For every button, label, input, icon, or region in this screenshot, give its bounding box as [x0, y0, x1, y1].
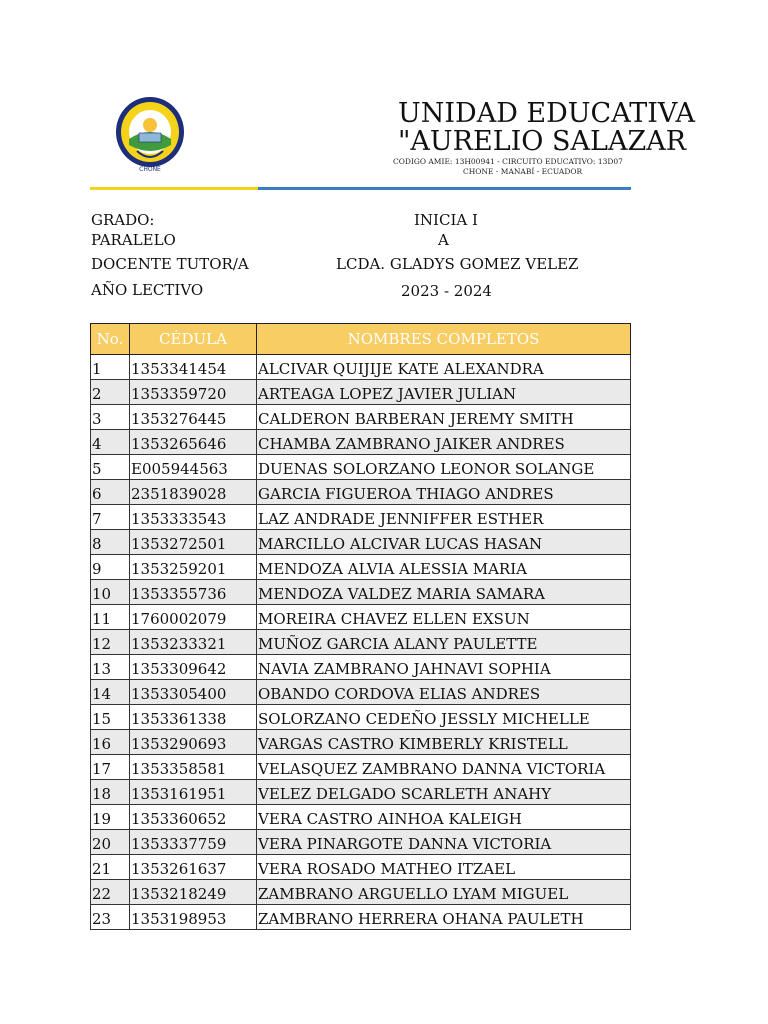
cell-no: 10 [91, 580, 130, 605]
cell-cedula: 1353355736 [130, 580, 257, 605]
cell-no: 5 [91, 455, 130, 480]
school-title-line2: "AURELIO SALAZAR [398, 126, 687, 157]
cell-nombre: ZAMBRANO ARGUELLO LYAM MIGUEL [257, 880, 631, 905]
table-row [91, 530, 631, 555]
table-row [91, 480, 631, 505]
cell-cedula: 1353358581 [130, 755, 257, 780]
cell-nombre: ALCIVAR QUIJIJE KATE ALEXANDRA [257, 355, 631, 380]
cell-cedula: E005944563 [130, 455, 257, 480]
cell-no: 2 [91, 380, 130, 405]
table-row [91, 780, 631, 805]
cell-nombre: CALDERON BARBERAN JEREMY SMITH [257, 405, 631, 430]
cell-cedula: 1353261637 [130, 855, 257, 880]
table-row [91, 705, 631, 730]
cell-nombre: SOLORZANO CEDEÑO JESSLY MICHELLE [257, 705, 631, 730]
cell-cedula: 2351839028 [130, 480, 257, 505]
cell-cedula: 1353233321 [130, 630, 257, 655]
cell-nombre: MARCILLO ALCIVAR LUCAS HASAN [257, 530, 631, 555]
table-row [91, 680, 631, 705]
table-body [91, 355, 631, 930]
cell-no: 19 [91, 805, 130, 830]
cell-cedula: 1353337759 [130, 830, 257, 855]
table-row [91, 730, 631, 755]
cell-cedula: 1353218249 [130, 880, 257, 905]
table-row [91, 430, 631, 455]
table-row [91, 880, 631, 905]
cell-cedula: 1353290693 [130, 730, 257, 755]
school-codes: CODIGO AMIE: 13H00941 - CIRCUITO EDUCATIVO: 13D07 [393, 157, 623, 166]
table-row [91, 505, 631, 530]
cell-no: 22 [91, 880, 130, 905]
cell-no: 20 [91, 830, 130, 855]
paralelo-value: A [438, 231, 449, 249]
cell-nombre: MOREIRA CHAVEZ ELLEN EXSUN [257, 605, 631, 630]
cell-cedula: 1760002079 [130, 605, 257, 630]
cell-cedula: 1353361338 [130, 705, 257, 730]
cell-cedula: 1353359720 [130, 380, 257, 405]
cell-no: 17 [91, 755, 130, 780]
table-row [91, 380, 631, 405]
header-cedula: CÉDULA [130, 324, 257, 355]
table-row [91, 455, 631, 480]
school-title-line1: UNIDAD EDUCATIVA [398, 98, 696, 129]
anio-value: 2023 - 2024 [401, 282, 492, 300]
cell-cedula: 1353161951 [130, 780, 257, 805]
cell-nombre: MENDOZA ALVIA ALESSIA MARIA [257, 555, 631, 580]
cell-cedula: 1353276445 [130, 405, 257, 430]
docente-value: LCDA. GLADYS GOMEZ VELEZ [336, 255, 579, 273]
cell-nombre: VELEZ DELGADO SCARLETH ANAHY [257, 780, 631, 805]
cell-cedula: 1353333543 [130, 505, 257, 530]
table-row [91, 555, 631, 580]
logo-bottom-text: CHONE [139, 166, 161, 173]
cell-cedula: 1353360652 [130, 805, 257, 830]
header-no: No. [91, 324, 130, 355]
paralelo-label: PARALELO [91, 231, 176, 249]
cell-nombre: VERA ROSADO MATHEO ITZAEL [257, 855, 631, 880]
cell-no: 16 [91, 730, 130, 755]
cell-nombre: VELASQUEZ ZAMBRANO DANNA VICTORIA [257, 755, 631, 780]
cell-cedula: 1353305400 [130, 680, 257, 705]
table-row [91, 405, 631, 430]
cell-nombre: VARGAS CASTRO KIMBERLY KRISTELL [257, 730, 631, 755]
cell-nombre: NAVIA ZAMBRANO JAHNAVI SOPHIA [257, 655, 631, 680]
cell-no: 3 [91, 405, 130, 430]
cell-no: 7 [91, 505, 130, 530]
cell-nombre: ARTEAGA LOPEZ JAVIER JULIAN [257, 380, 631, 405]
cell-no: 1 [91, 355, 130, 380]
table-row [91, 655, 631, 680]
cell-no: 6 [91, 480, 130, 505]
cell-no: 9 [91, 555, 130, 580]
cell-cedula: 1353265646 [130, 430, 257, 455]
cell-no: 14 [91, 680, 130, 705]
table-row [91, 355, 631, 380]
cell-no: 11 [91, 605, 130, 630]
cell-nombre: MUÑOZ GARCIA ALANY PAULETTE [257, 630, 631, 655]
school-crest-icon [115, 95, 185, 173]
cell-nombre: ZAMBRANO HERRERA OHANA PAULETH [257, 905, 631, 930]
header-rule-blue [258, 187, 631, 190]
table-row [91, 905, 631, 930]
header-nombres: NOMBRES COMPLETOS [257, 324, 631, 355]
table-row [91, 605, 631, 630]
school-logo [115, 95, 185, 173]
table-row [91, 580, 631, 605]
table-row [91, 755, 631, 780]
cell-no: 18 [91, 780, 130, 805]
cell-no: 8 [91, 530, 130, 555]
cell-no: 15 [91, 705, 130, 730]
table-row [91, 830, 631, 855]
cell-nombre: DUENAS SOLORZANO LEONOR SOLANGE [257, 455, 631, 480]
table-header-row [91, 324, 631, 355]
cell-nombre: VERA PINARGOTE DANNA VICTORIA [257, 830, 631, 855]
anio-label: AÑO LECTIVO [91, 281, 204, 299]
school-location: CHONE - MANABÍ - ECUADOR [463, 167, 583, 176]
cell-cedula: 1353272501 [130, 530, 257, 555]
docente-label: DOCENTE TUTOR/A [91, 255, 249, 273]
student-table [90, 323, 631, 930]
cell-cedula: 1353341454 [130, 355, 257, 380]
cell-nombre: LAZ ANDRADE JENNIFFER ESTHER [257, 505, 631, 530]
table-row [91, 630, 631, 655]
grado-value: INICIA I [414, 211, 478, 229]
table-row [91, 805, 631, 830]
header-rule-yellow [90, 187, 258, 190]
cell-no: 21 [91, 855, 130, 880]
table-row [91, 855, 631, 880]
cell-no: 23 [91, 905, 130, 930]
cell-nombre: VERA CASTRO AINHOA KALEIGH [257, 805, 631, 830]
cell-no: 12 [91, 630, 130, 655]
cell-cedula: 1353198953 [130, 905, 257, 930]
cell-cedula: 1353259201 [130, 555, 257, 580]
cell-cedula: 1353309642 [130, 655, 257, 680]
cell-nombre: MENDOZA VALDEZ MARIA SAMARA [257, 580, 631, 605]
grado-label: GRADO: [91, 211, 155, 229]
cell-no: 4 [91, 430, 130, 455]
cell-nombre: GARCIA FIGUEROA THIAGO ANDRES [257, 480, 631, 505]
cell-no: 13 [91, 655, 130, 680]
cell-nombre: CHAMBA ZAMBRANO JAIKER ANDRES [257, 430, 631, 455]
cell-nombre: OBANDO CORDOVA ELIAS ANDRES [257, 680, 631, 705]
